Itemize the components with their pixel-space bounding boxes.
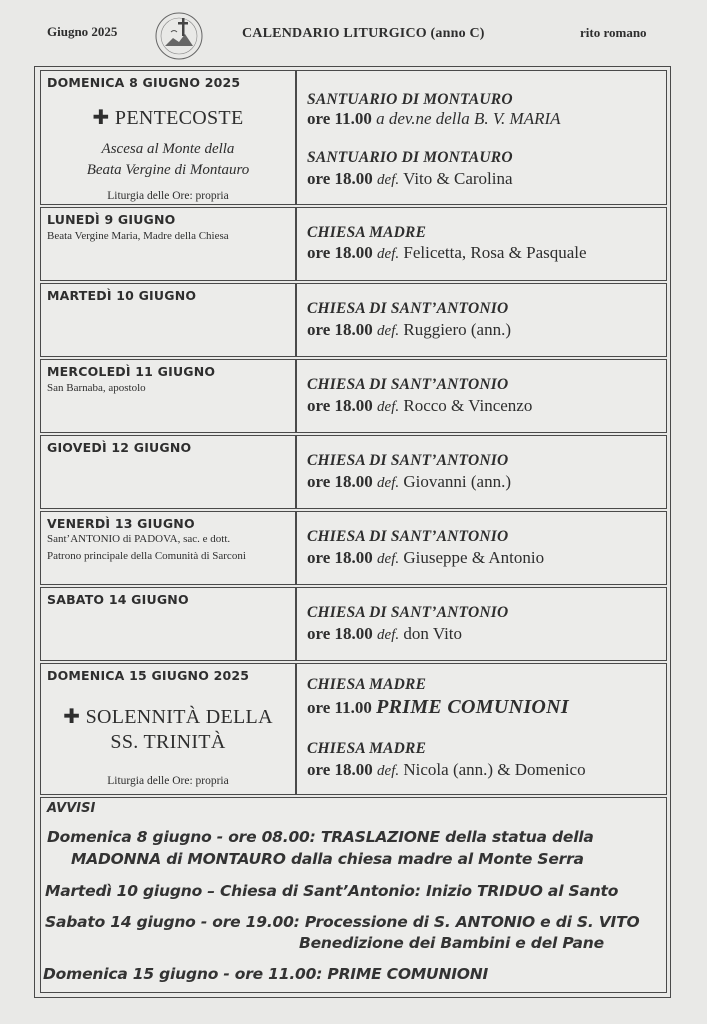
mass-cell-9 bbox=[296, 207, 667, 281]
day-cell-10 bbox=[40, 283, 296, 357]
mass-line bbox=[307, 396, 532, 416]
mass-intent: Vito & Carolina bbox=[403, 169, 513, 188]
mass-cell-12 bbox=[296, 435, 667, 509]
church-name: CHIESA DI SANT’ANTONIO bbox=[307, 376, 509, 393]
day-cell-15 bbox=[40, 663, 296, 795]
church-name: SANTUARIO DI MONTAURO bbox=[307, 149, 513, 166]
mass-time: ore 18.00 bbox=[307, 320, 373, 339]
mass-line bbox=[307, 624, 462, 644]
notice-line: Domenica 8 giugno - ore 08.00: TRASLAZIONE della statua della bbox=[47, 828, 594, 846]
mass-intent: a dev.ne della B. V. MARIA bbox=[376, 109, 561, 128]
church-name: CHIESA DI SANT’ANTONIO bbox=[307, 528, 509, 545]
day-cell-8 bbox=[40, 70, 296, 205]
feast-title bbox=[41, 704, 295, 729]
mass-line bbox=[307, 320, 511, 340]
mass-intent: don Vito bbox=[403, 624, 463, 643]
def-abbrev: def. bbox=[377, 763, 400, 779]
parish-logo-seal bbox=[153, 10, 205, 62]
def-abbrev: def. bbox=[377, 551, 400, 567]
church-name: SANTUARIO DI MONTAURO bbox=[307, 91, 513, 108]
notice-line: Martedì 10 giugno – Chiesa di Sant’Antonio: Inizio TRIDUO al Santo bbox=[45, 882, 619, 900]
notice-line: Benedizione dei Bambini e del Pane bbox=[299, 934, 604, 952]
liturgy-note: Liturgia delle Ore: propria bbox=[107, 190, 229, 202]
day-date: DOMENICA 8 GIUGNO 2025 bbox=[47, 75, 241, 90]
mass-intent: Felicetta, Rosa & Pasquale bbox=[403, 243, 587, 262]
def-abbrev: def. bbox=[377, 246, 400, 262]
mass-intent: PRIME COMUNIONI bbox=[376, 696, 569, 718]
church-name: CHIESA MADRE bbox=[307, 740, 427, 757]
def-abbrev: def. bbox=[377, 172, 400, 188]
mass-time: ore 18.00 bbox=[307, 760, 373, 779]
mass-line bbox=[307, 472, 511, 492]
mass-time: ore 18.00 bbox=[307, 472, 373, 491]
day-date: SABATO 14 GIUGNO bbox=[47, 592, 189, 607]
mass-time: ore 18.00 bbox=[307, 396, 373, 415]
feast-name: SOLENNITÀ DELLA bbox=[85, 706, 273, 728]
church-name: CHIESA DI SANT’ANTONIO bbox=[307, 300, 509, 317]
day-date: VENERDÌ 13 GIUGNO bbox=[47, 516, 195, 531]
mass-line bbox=[307, 109, 561, 129]
mass-time: ore 11.00 bbox=[307, 109, 372, 128]
def-abbrev: def. bbox=[377, 323, 400, 339]
day-cell-13 bbox=[40, 511, 296, 585]
mass-intent: Nicola (ann.) & Domenico bbox=[403, 760, 586, 779]
mass-cell-10 bbox=[296, 283, 667, 357]
church-name: CHIESA MADRE bbox=[307, 676, 427, 693]
day-note-2: Patrono principale della Comunità di Sarconi bbox=[47, 550, 246, 562]
day-date: MARTEDÌ 10 GIUGNO bbox=[47, 288, 197, 303]
feast-title-2: SS. TRINITÀ bbox=[110, 731, 226, 753]
mass-cell-13 bbox=[296, 511, 667, 585]
day-note: San Barnaba, apostolo bbox=[47, 382, 146, 394]
day-note: Sant’ANTONIO di PADOVA, sac. e dott. bbox=[47, 533, 231, 545]
mass-line bbox=[307, 548, 544, 568]
day-cell-11 bbox=[40, 359, 296, 433]
header-title: CALENDARIO LITURGICO (anno C) bbox=[242, 26, 485, 41]
mass-time: ore 18.00 bbox=[307, 169, 373, 188]
feast-title bbox=[41, 105, 295, 130]
def-abbrev: def. bbox=[377, 627, 400, 643]
def-abbrev: def. bbox=[377, 399, 400, 415]
day-date: MERCOLEDÌ 11 GIUGNO bbox=[47, 364, 216, 379]
day-note: Beata Vergine Maria, Madre della Chiesa bbox=[47, 230, 229, 242]
mass-intent: Giovanni (ann.) bbox=[403, 472, 512, 491]
cross-icon: ✚ bbox=[92, 105, 110, 129]
day-date: LUNEDÌ 9 GIUGNO bbox=[47, 212, 176, 227]
header-month: Giugno 2025 bbox=[47, 24, 118, 39]
notices-title: AVVISI bbox=[47, 801, 96, 816]
feast-name: PENTECOSTE bbox=[114, 107, 244, 129]
mass-intent: Rocco & Vincenzo bbox=[403, 396, 533, 415]
mass-cell-11 bbox=[296, 359, 667, 433]
mass-time: ore 18.00 bbox=[307, 548, 373, 567]
mass-line bbox=[307, 169, 513, 189]
mass-line bbox=[307, 243, 587, 263]
mass-cell-14 bbox=[296, 587, 667, 661]
header-rite: rito romano bbox=[580, 25, 647, 40]
mass-line bbox=[307, 696, 569, 719]
day-date: GIOVEDÌ 12 GIUGNO bbox=[47, 440, 192, 455]
church-name: CHIESA MADRE bbox=[307, 224, 427, 241]
feast-subtitle-1: Ascesa al Monte della bbox=[101, 141, 235, 157]
church-name: CHIESA DI SANT’ANTONIO bbox=[307, 452, 509, 469]
page-header bbox=[0, 0, 707, 64]
day-date: DOMENICA 15 GIUGNO 2025 bbox=[47, 668, 250, 683]
mass-line bbox=[307, 760, 586, 780]
mass-intent: Giuseppe & Antonio bbox=[403, 548, 545, 567]
mass-intent: Ruggiero (ann.) bbox=[403, 320, 512, 339]
notice-line: Sabato 14 giugno - ore 19.00: Processione di S. ANTONIO e di S. VITO bbox=[45, 913, 640, 931]
notice-line: Domenica 15 giugno - ore 11.00: PRIME COMUNIONI bbox=[43, 965, 489, 983]
day-cell-9 bbox=[40, 207, 296, 281]
def-abbrev: def. bbox=[377, 475, 400, 491]
church-name: CHIESA DI SANT’ANTONIO bbox=[307, 604, 509, 621]
notice-line: MADONNA di MONTAURO dalla chiesa madre al Monte Serra bbox=[71, 850, 584, 868]
day-cell-12 bbox=[40, 435, 296, 509]
liturgy-note: Liturgia delle Ore: propria bbox=[107, 775, 229, 787]
cross-icon: ✚ bbox=[63, 704, 81, 728]
mass-time: ore 18.00 bbox=[307, 624, 373, 643]
feast-subtitle-2: Beata Vergine di Montauro bbox=[86, 162, 250, 178]
day-cell-14 bbox=[40, 587, 296, 661]
mass-cell-8 bbox=[296, 70, 667, 205]
mass-cell-15 bbox=[296, 663, 667, 795]
notices-box bbox=[40, 797, 667, 993]
mass-time: ore 11.00 bbox=[307, 698, 372, 717]
mass-time: ore 18.00 bbox=[307, 243, 373, 262]
